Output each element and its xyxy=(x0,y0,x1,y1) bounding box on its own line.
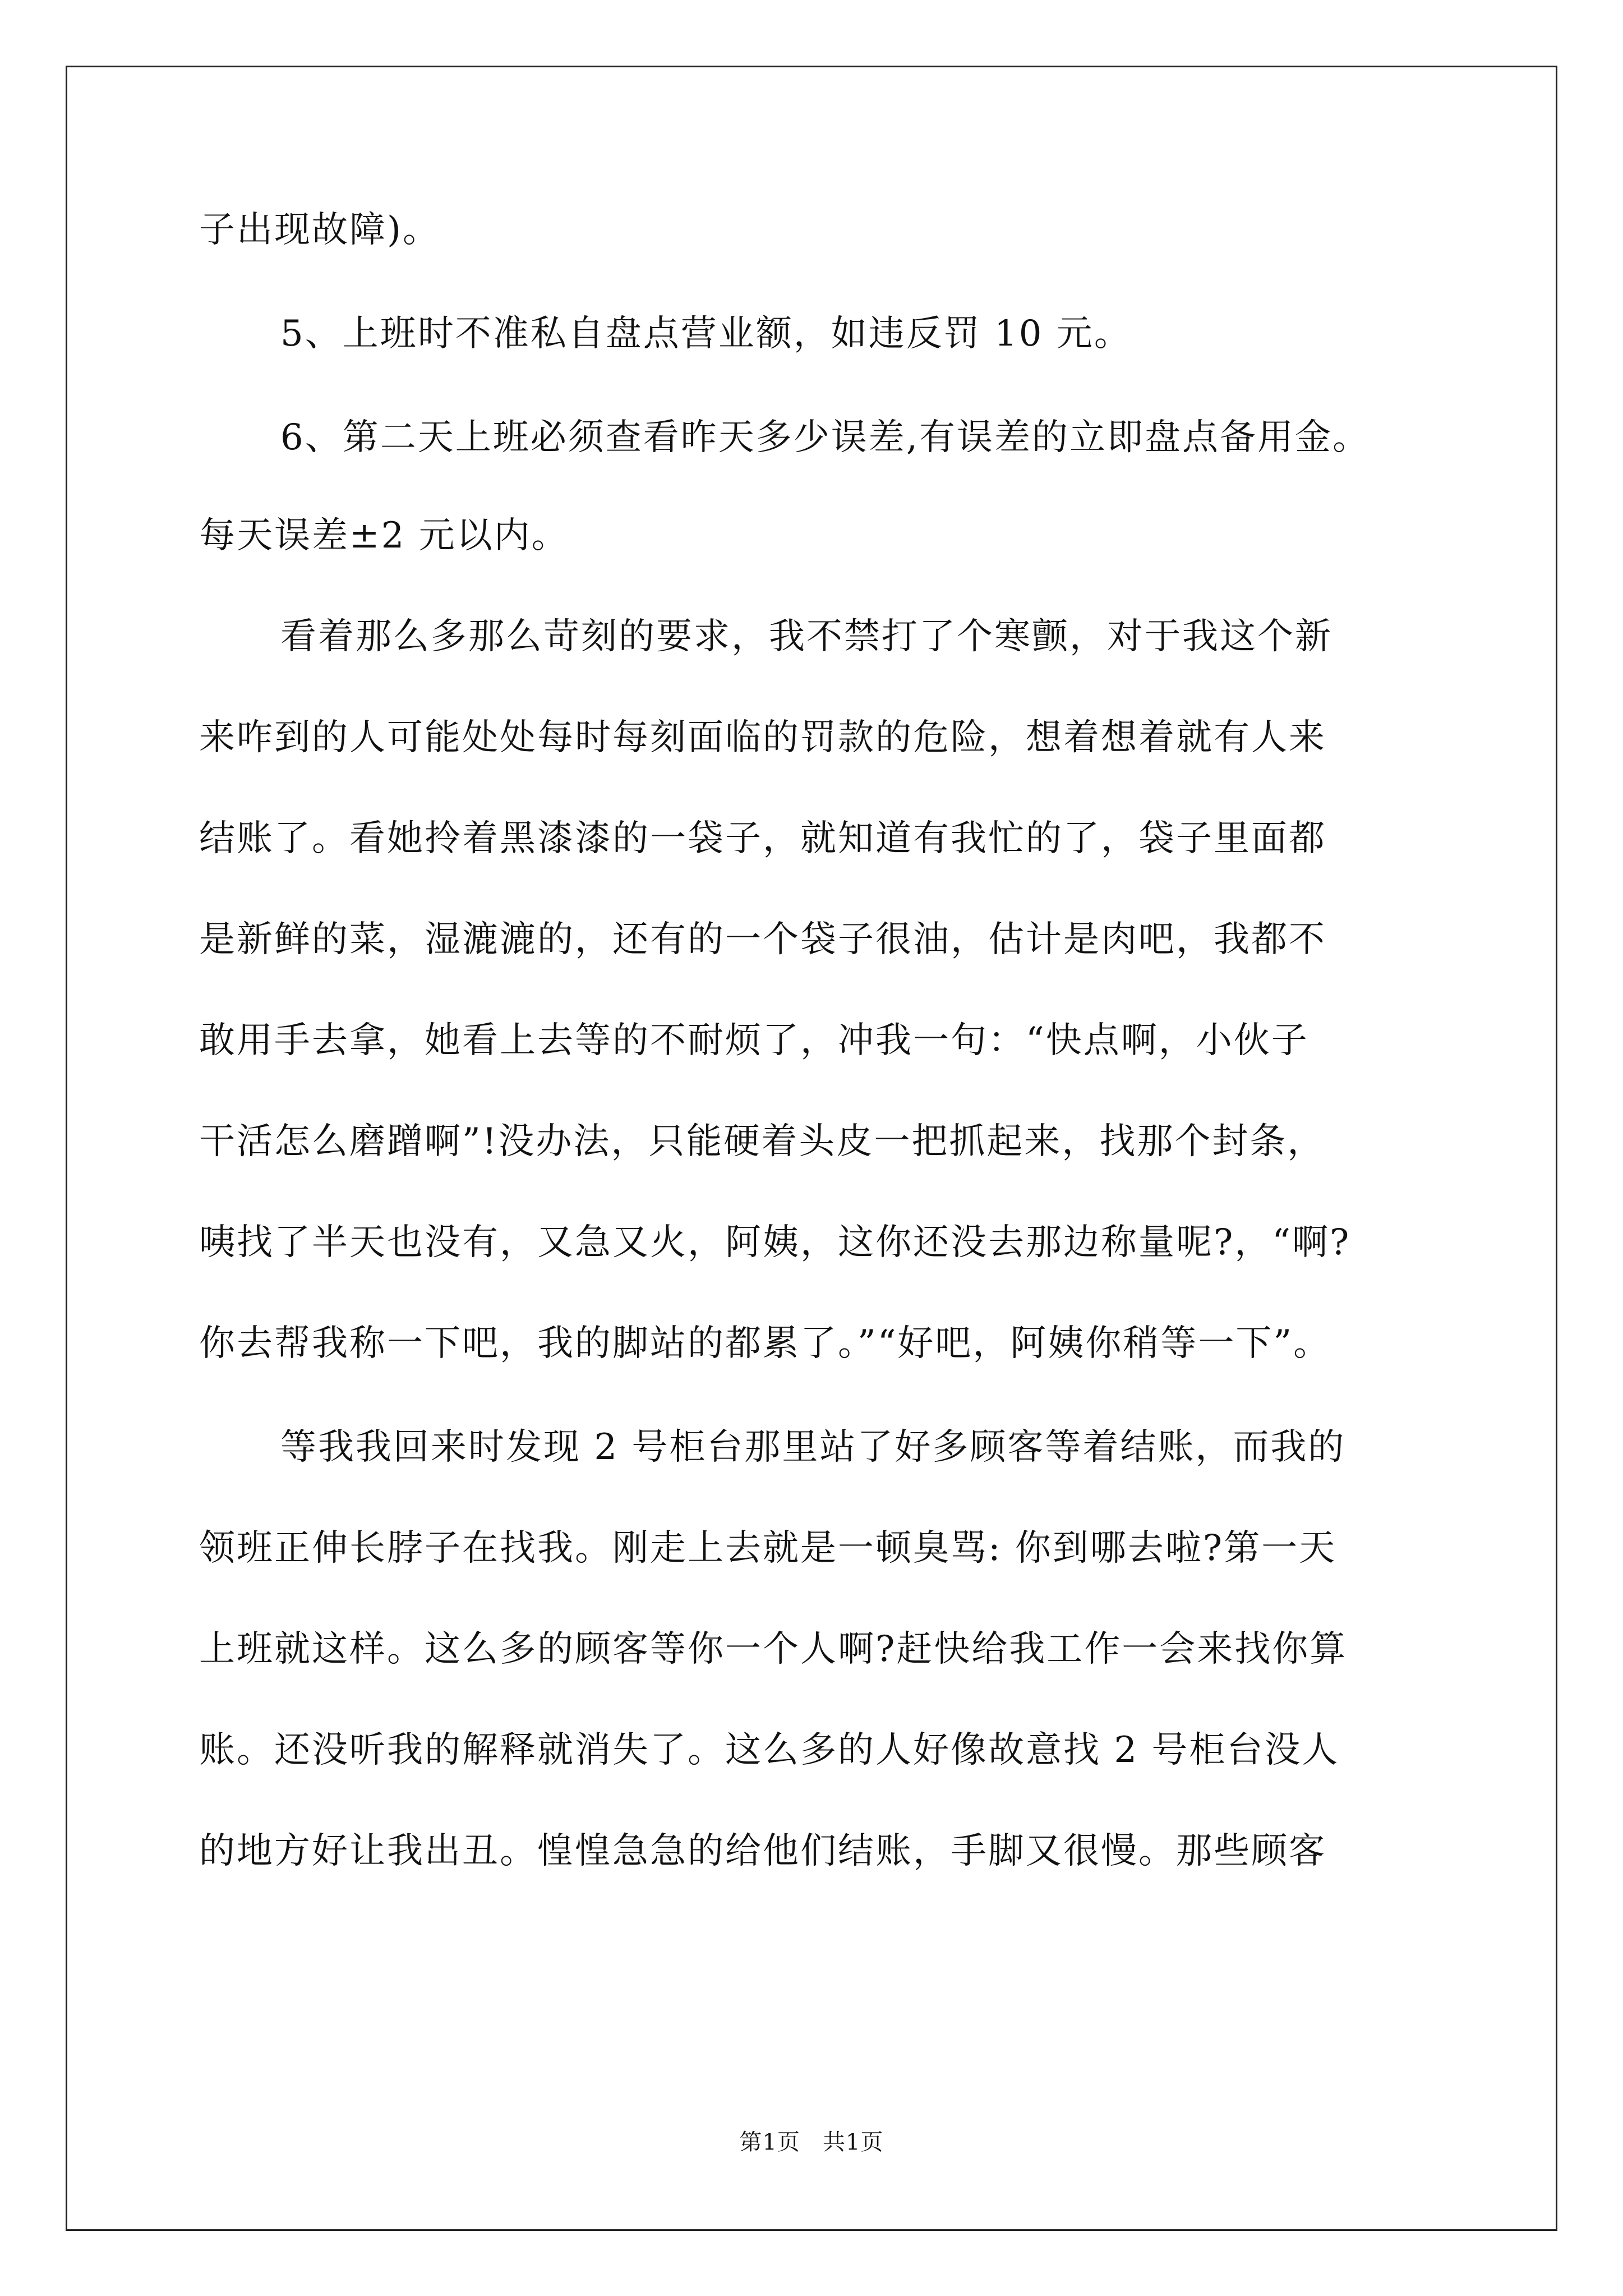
text-line: 你去帮我称一下吧，我的脚站的都累了。”“好吧，阿姨你稍等一下”。 xyxy=(199,1323,1331,1364)
text-line: 咦找了半天也没有，又急又火，阿姨，这你还没去那边称量呢?，“啊? xyxy=(199,1222,1351,1263)
page-footer xyxy=(0,2129,1623,2156)
text-line: 6、第二天上班必须查看昨天多少误差,有误差的立即盘点备用金。 xyxy=(280,417,1371,458)
text-line: 等我我回来时发现 2 号柜台那里站了好多顾客等着结账，而我的 xyxy=(280,1427,1346,1468)
text-line: 领班正伸长脖子在找我。刚走上去就是一顿臭骂: 你到哪去啦?第一天 xyxy=(199,1527,1337,1569)
text-line: 干活怎么磨蹭啊”!没办法，只能硬着头皮一把抓起来，找那个封条， xyxy=(199,1121,1325,1162)
text-line: 看着那么多那么苛刻的要求，我不禁打了个寒颤，对于我这个新 xyxy=(280,616,1332,657)
text-line: 子出现故障)。 xyxy=(199,209,440,251)
text-line: 5、上班时不准私自盘点营业额，如违反罚 10 元。 xyxy=(280,313,1132,355)
text-line: 每天误差±2 元以内。 xyxy=(199,515,569,556)
text-line: 来咋到的人可能处处每时每刻面临的罚款的危险，想着想着就有人来 xyxy=(199,717,1326,758)
text-line: 敢用手去拿，她看上去等的不耐烦了，冲我一句：“快点啊，小伙子 xyxy=(199,1020,1309,1061)
text-line: 的地方好让我出丑。惶惶急急的给他们结账，手脚又很慢。那些顾客 xyxy=(199,1830,1326,1872)
total-pages: 共1页 xyxy=(823,2129,884,2155)
text-line: 账。还没听我的解释就消失了。这么多的人好像故意找 2 号柜台没人 xyxy=(199,1729,1340,1771)
text-line: 上班就这样。这么多的顾客等你一个人啊?赶快给我工作一会来找你算 xyxy=(199,1628,1348,1670)
text-line: 结账了。看她拎着黑漆漆的一袋子，就知道有我忙的了，袋子里面都 xyxy=(199,818,1326,859)
page-number: 第1页 xyxy=(739,2129,800,2155)
text-line: 是新鲜的菜，湿漉漉的，还有的一个袋子很油，估计是肉吧，我都不 xyxy=(199,919,1326,960)
